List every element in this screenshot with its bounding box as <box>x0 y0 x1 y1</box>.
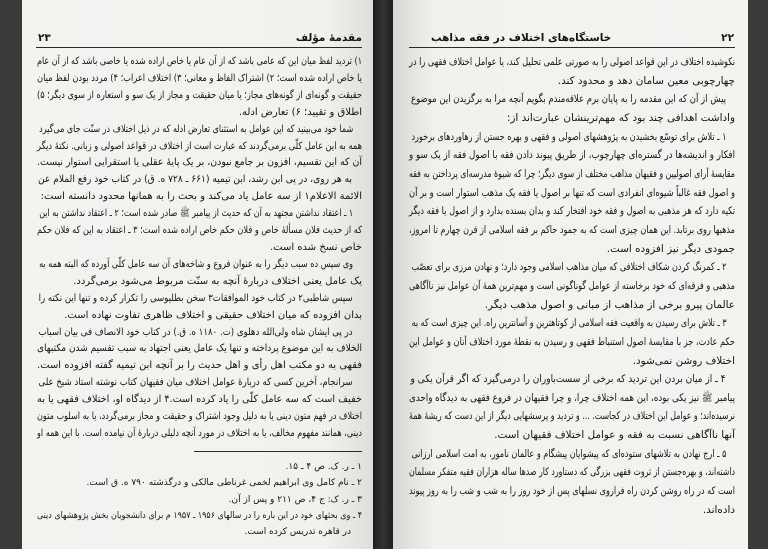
page-gutter <box>373 0 393 549</box>
text-line: یا خاص اراده شده است؛ ۲) اشتراک الفاظ و معانی؛ ۳) اختلاف اعراب؛ ۴) مردد بودن لفظ میان <box>37 72 362 84</box>
text-line: ۲ ـ کمرنگ کردن شکاف اختلافی که میان مذاهب اسلامی وجود دارد؛ و نهادن مرزی برای تعصّب <box>411 261 727 274</box>
text-line: است که در راه روشن کردن راه فراروی نسلهای پس از خود روز را به شب و شب را به روز پیوند <box>408 485 735 498</box>
text-line: حکم عادت، جز با مقایسهٔ اصول استنباط فقهی و رسیدن به نقطهٔ مورد اختلاف آنان و عوامل این <box>408 335 735 348</box>
text-line: آنها ناآگاهی نسبت به فقه و عوامل اختلاف فقیهان است. <box>494 429 735 442</box>
text-line: ۱ ـ تلاش برای توسّع بخشیدن به پژوهشهای اصولی و فقهی و بهره جستن از رهاوردهای برخورد <box>411 130 727 143</box>
text-line: و اصول فقه غالباً شیوه‌ای انفرادی است که تنها بر اصول یا فقه یک مذهب استوار است و بر آن <box>408 186 735 199</box>
text-line: آن که این تقسیم، افزون بر جامع نبودن، بر یک پایهٔ عقلی یا استقرایی استوار نیست. <box>36 157 362 169</box>
text-line: ۱) تردید لفظ میان این که عامی باشد که از آن عام یا خاص اراده شده یا خاصی باشد که از آن عام <box>37 56 362 67</box>
running-head-title: خاستگاه‌های اختلاف در فقه مذاهب <box>431 32 612 44</box>
text-line: اختلاف روشن نمی‌شود. <box>632 354 735 367</box>
text-line: وی سپس ده سبب دیگر را به عنوان فروع و شاخه‌های آن سه عامل کلّی آورده که البته همه به <box>39 258 354 270</box>
text-line: تکیه دارد که هر مذهبی به اصول و فقه خود افتخار کند و بدان بسنده بدارد و از اصول یا فقه دیگر <box>409 205 735 218</box>
text-line: افکار و اندیشه‌ها در گستره‌ای چهارچوب، از طریق پیوند دادن فقه با اصول فقه از یک سو و <box>408 149 735 162</box>
main-text <box>37 54 362 443</box>
text-line: مذهبها روی برتابد. این همان چیزی است که به جمود حاکم بر فقه اسلامی از قرن چهارم تا امروز، <box>409 223 735 236</box>
text-line: اختلاف در فهم متون دینی یا به دلیل وجود اشتراک و حقیقت و مجاز برمی‌گردد، یا به اسلوب متون <box>36 411 363 423</box>
text-line: در پی ایشان شاه ولی‌الله دهلوی (ت. ۱۱۸۰ ه. ق.) در کتاب خود الانصاف فی بیان اسباب <box>38 326 353 338</box>
text-line: سپس شاطبی۲ در کتاب خود الموافقات۳ سخن بطلیوسی را تکرار کرده و تنها این نکته را <box>38 292 353 304</box>
footnote-line: ۳ ـ ر. ک: ج ۴، ص ۲۱۱ و پس از آن. <box>228 494 362 505</box>
text-line: حقیقت و گونه‌ای از گونه‌های مجاز؛ یا میان حقیقت و مجاز از یک سو و استعاره از سوی دیگر؛ ۵) <box>36 89 363 101</box>
header-rule <box>409 47 735 48</box>
running-head-title: مقدمهٔ مؤلف <box>295 32 362 44</box>
text-line: به هر روی، در پی ابن رشد، ابن تیمیه (۶۶۱ ـ ۷۲۸ ه. ق) در کتاب خود رفع الملام عن <box>37 174 352 186</box>
text-line: الخلاف به این موضوع پرداخته و تنها یک عامل یعنی اجتهاد به سبب تقسیم شدن مکتبهای <box>37 343 362 355</box>
text-line: فقهی به دو مکتب اهل رأی و اهل حدیث را بر آنچه ابن تیمیه گفته افزوده است. <box>37 360 362 372</box>
text-line: که از حدیث فلان مسألهٔ خاص و فلان حکم خاص اراده شده است؛ ۳ ـ اعتقاد به این که فلان حکم <box>37 225 362 237</box>
text-line: اطلاق و تقیید؛ ۶) تعارض ادله. <box>238 106 362 118</box>
text-line: الائمة الاعلام۱ از سه عامل یاد می‌کند و بحث را به همانها محدود دانسته است: <box>40 191 362 203</box>
text-line: واداشت اهدافی چند بود که مهم‌ترینشان عبارت‌اند از: <box>506 111 735 124</box>
text-line: ۳ ـ تلاش برای رسیدن به واقعیت فقه اسلامی از کوتاهترین و آسانترین راه. این چیزی است که به <box>411 317 727 330</box>
footnote-separator <box>194 451 362 452</box>
text-line: مذهبی و فرقه‌ای که خود برخاسته از عوامل گوناگونی است و مهم‌ترین همهٔ آن عوامل نیز ناآگاهی <box>408 279 735 292</box>
text-line: نرسیده‌اند؛ و عوامل این اختلاف در کجاست. ... و تردید و پرسشهایی دیگر از این دست که ریشهٔ همهٔ <box>408 410 735 423</box>
text-line: سرانجام، آخرین کسی که دربارهٔ عوامل اختلاف میان فقیهان کتاب نوشته استاد شیخ علی <box>38 377 353 389</box>
footnote-line: در قاهره تدریس کرده است. <box>244 527 351 538</box>
text-line: همه به این عامل کلّی برمی‌گردند که عبارت است از اختلاف در قواعد اصولی و زبانی. نکتهٔ دیگر <box>37 140 362 152</box>
header-rule <box>36 47 362 48</box>
text-line: بدان افزوده که میان اختلاف حقیقی و اختلاف ظاهری تفاوت نهاده است. <box>64 309 362 321</box>
page-number: ۲۲ <box>721 32 734 44</box>
text-line: عالمان پیرو برخی از مذاهب از مبانی و اصول مذهب دیگر. <box>484 298 735 311</box>
text-line: ۴ ـ از میان بردن این تردید که برخی از سست‌باوران را درمی‌گیرد که اگر قرآن یکی و <box>410 373 726 386</box>
text-line: پیش از آن که این مقدمه را به پایان برم علاقه‌مندم بگویم آنچه مرا به برگزیدن این موضوع <box>411 93 726 106</box>
text-line: داشته‌اند، و بهره‌جستن از ثروت فقهی بزرگی که دستاورد کار صدها ساله هزاران فقیه متفکر مسلمان <box>408 466 735 479</box>
text-line: پیامبر ﷺ نیز یکی بوده، این همه اختلاف چرا، و چرا فقیهان در فروع فقهی به دیدگاه واحدی <box>409 391 735 404</box>
text-line: خفیف است که سه عامل کلّی را یاد کرده است.۴ از دیدگاه او، اختلاف فقهی یا به <box>37 394 362 406</box>
footnote-line: ۴ ـ وی بحثهای خود در این باره را در سالهای ۱۹۵۶ ـ ۱۹۵۷ م برای دانشجویان بخش پژوهشهای دینی <box>37 510 362 521</box>
text-line: چهارچوبی معین سامان دهد و محدود کند. <box>557 74 735 87</box>
text-line: داده‌اند. <box>702 503 735 516</box>
main-text <box>409 53 735 519</box>
footnote-line: ۱ ـ ر. ک. ص ۴ ـ ۱۵. <box>285 462 362 472</box>
text-line: یک عامل یعنی اختلاف دربارهٔ آنچه به سنّت مربوط می‌شود برمی‌گردد. <box>73 275 362 287</box>
text-line: خاص نسخ شده است. <box>269 241 362 253</box>
footnote-line: ۲ ـ نام کامل وی ابراهیم لخمی غرناطی مالکی و درگذشته ۷۹۰ ه. ق است. <box>86 478 362 489</box>
text-line: دینی، همانند مفهوم مخالف، یا به اختلاف در مورد آنچه دلیلی دربارهٔ آن نیامده است. با این همه او <box>36 427 362 439</box>
text-line: جمودی دیگر نیز افزوده است. <box>606 242 735 255</box>
text-line: مقایسهٔ آرای اصولیین و فقیهان مذاهب مختلف از سوی دیگر؛ چرا که شیوهٔ مدرسه‌ای پرداختن به فقه <box>408 167 735 180</box>
text-line: ۵ ـ ارج نهادن به تلاشهای ستوده‌ای که پیشوایان پیشگام و عالمان نامور، به امت اسلامی ارزانی <box>411 447 727 460</box>
footnotes <box>37 459 362 540</box>
text-line: نکوشیده اختلاف در این قواعد اصولی را به صورتی علمی تحلیل کند، یا عوامل اختلاف فقهی را در <box>409 56 735 68</box>
page-number: ۲۳ <box>38 32 51 44</box>
text-line: شما خود می‌بینید که این عوامل به استثنای تعارض ادله که در ذیل اختلاف در سنّت جای می‌گیرد <box>39 123 354 135</box>
right-page <box>393 0 748 549</box>
left-page <box>22 0 373 549</box>
text-line: ۱ ـ اعتقاد نداشتن مجتهد به آن که حدیث از پیامبر ﷺ صادر شده است؛ ۲ ـ اعتقاد نداشتن به این <box>39 208 354 220</box>
